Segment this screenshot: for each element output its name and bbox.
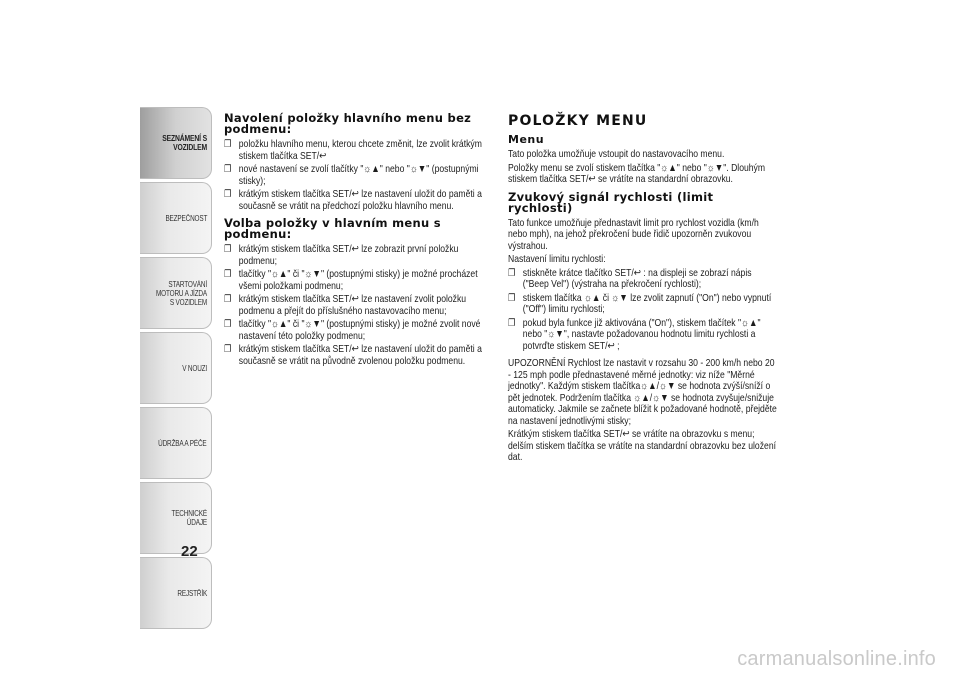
sidebar-tab-label: V NOUZI [182,363,207,373]
sidebar-tab-starting-driving[interactable] [140,257,212,329]
paragraph: Tato funkce umožňuje přednastavit limit pro rychlost vozidla (km/h nebo mph), na jehož překročení bude řidič upozorněn zvukovou výstrahou. [508,216,759,252]
left-column [224,113,496,369]
paragraph: Tato položka umožňuje vstoupit do nastavovacího menu. [508,148,725,160]
list-item: ❐ stiskem tlačítka ☼▲ či ☼▼ lze zvolit zapnutí ("On") nebo vypnutí ("Off") limitu rychlosti; [508,293,779,316]
sidebar-tab-safety[interactable] [140,182,212,254]
sidebar-tab-label: ÚDRŽBA A PÉČE [158,438,207,448]
list-item: ❐ krátkým stiskem tlačítka SET/↩ lze nastavení zvolit položku podmenu a přejít do příslušného nastavovacího menu; [224,294,495,317]
list-item: ❐ položku hlavního menu, kterou chcete změnit, lze zvolit krátkým stiskem tlačítka SET/↩ [224,139,495,162]
list-item: ❐ pokud byla funkce již aktivována ("On"), stiskem tlačítek "☼▲" nebo "☼▼", nastavte požadovanou hodnotu limitu rychlosti a potvrďte stiskem SET/↩ ; [508,318,779,353]
bullet-list [508,268,780,353]
list-item: ❐ stiskněte krátce tlačítko SET/↩ : na displeji se zobrazí nápis ("Beep Vel") (výstraha na překročení rychlosti); [508,268,779,291]
sidebar-tab-emergency[interactable] [140,332,212,404]
right-column [508,113,780,466]
sidebar-tab-label: REJSTŘÍK [177,588,207,598]
warning-paragraph: UPOZORNĚNÍ Rychlost lze nastavit v rozsahu 30 - 200 km/h nebo 20 - 125 mph podle přednastavené měrné jednotky: viz níže "Měrné jednotky". Každým stiskem tlačítka☼▲/☼▼ se hodnota zvýší/sníží o pět jednotek. Podržením tlačítka ☼▲/☼▼ se hodnota zvyšuje/snižuje automaticky. Jakmile se začnete blížit k požadované hodnotě, přejděte na nastavení jednotlivými stisky; [508,357,777,427]
sidebar-tab-technical-data[interactable] [140,482,212,554]
list-item: ❐ tlačítky "☼▲" či "☼▼" (postupnými stisky) je možné zvolit nové nastavení této položky podmenu; [224,319,495,342]
section-heading: Menu [508,133,545,146]
sidebar-tab-label: BEZPEČNOST [165,213,207,223]
watermark: carmanualsonline.info [737,648,936,670]
paragraph: Krátkým stiskem tlačítka SET/↩ se vrátíte na obrazovku s menu; delším stiskem tlačítka se vrátíte na standardní obrazovku bez uložení dat. [508,428,776,463]
list-item: ❐ krátkým stiskem tlačítka SET/↩ lze nastavení uložit do paměti a současně se vrátit na předchozí položku hlavního menu. [224,189,495,212]
list-item: ❐ nové nastavení se zvolí tlačítky "☼▲" nebo "☼▼" (postupnými stisky); [224,164,495,187]
sidebar-tab-vehicle-intro[interactable] [140,107,212,179]
section-heading: Volba položky v hlavním menu s podmenu: [224,216,441,241]
section-heading: Zvukový signál rychlosti (limit rychlosti) [508,189,714,215]
page-title: POLOŽKY MENU [508,113,648,129]
sidebar-tab-index[interactable] [140,557,212,629]
list-item: ❐ krátkým stiskem tlačítka SET/↩ lze nastavení uložit do paměti a současně se vrátit na původně zvolenou položku podmenu. [224,344,495,367]
sidebar-tab-label: TECHNICKÉ ÚDAJE [171,509,207,527]
paragraph: Nastavení limitu rychlosti: [508,253,606,265]
paragraph: Položky menu se zvolí stiskem tlačítka "☼▲" nebo "☼▼". Dlouhým stiskem tlačítka SET/↩ se vrátíte na standardní obrazovku. [508,161,766,185]
sidebar-tab-label: SEZNÁMENÍ S VOZIDLEM [162,133,207,152]
bullet-list [224,244,496,367]
page-number: 22 [181,543,198,560]
bullet-list [224,139,496,212]
list-item: ❐ tlačítky "☼▲" či "☼▼" (postupnými stisky) je možné procházet všemi položkami podmenu; [224,269,495,292]
chapter-sidebar [140,107,212,632]
sidebar-tab-maintenance[interactable] [140,407,212,479]
section-heading: Navolení položky hlavního menu bez podmenu: [224,111,472,136]
list-item: ❐ krátkým stiskem tlačítka SET/↩ lze zobrazit první položku podmenu; [224,244,495,267]
sidebar-tab-label: STARTOVÁNÍ MOTORU A JÍZDA S VOZIDLEM [156,279,207,307]
